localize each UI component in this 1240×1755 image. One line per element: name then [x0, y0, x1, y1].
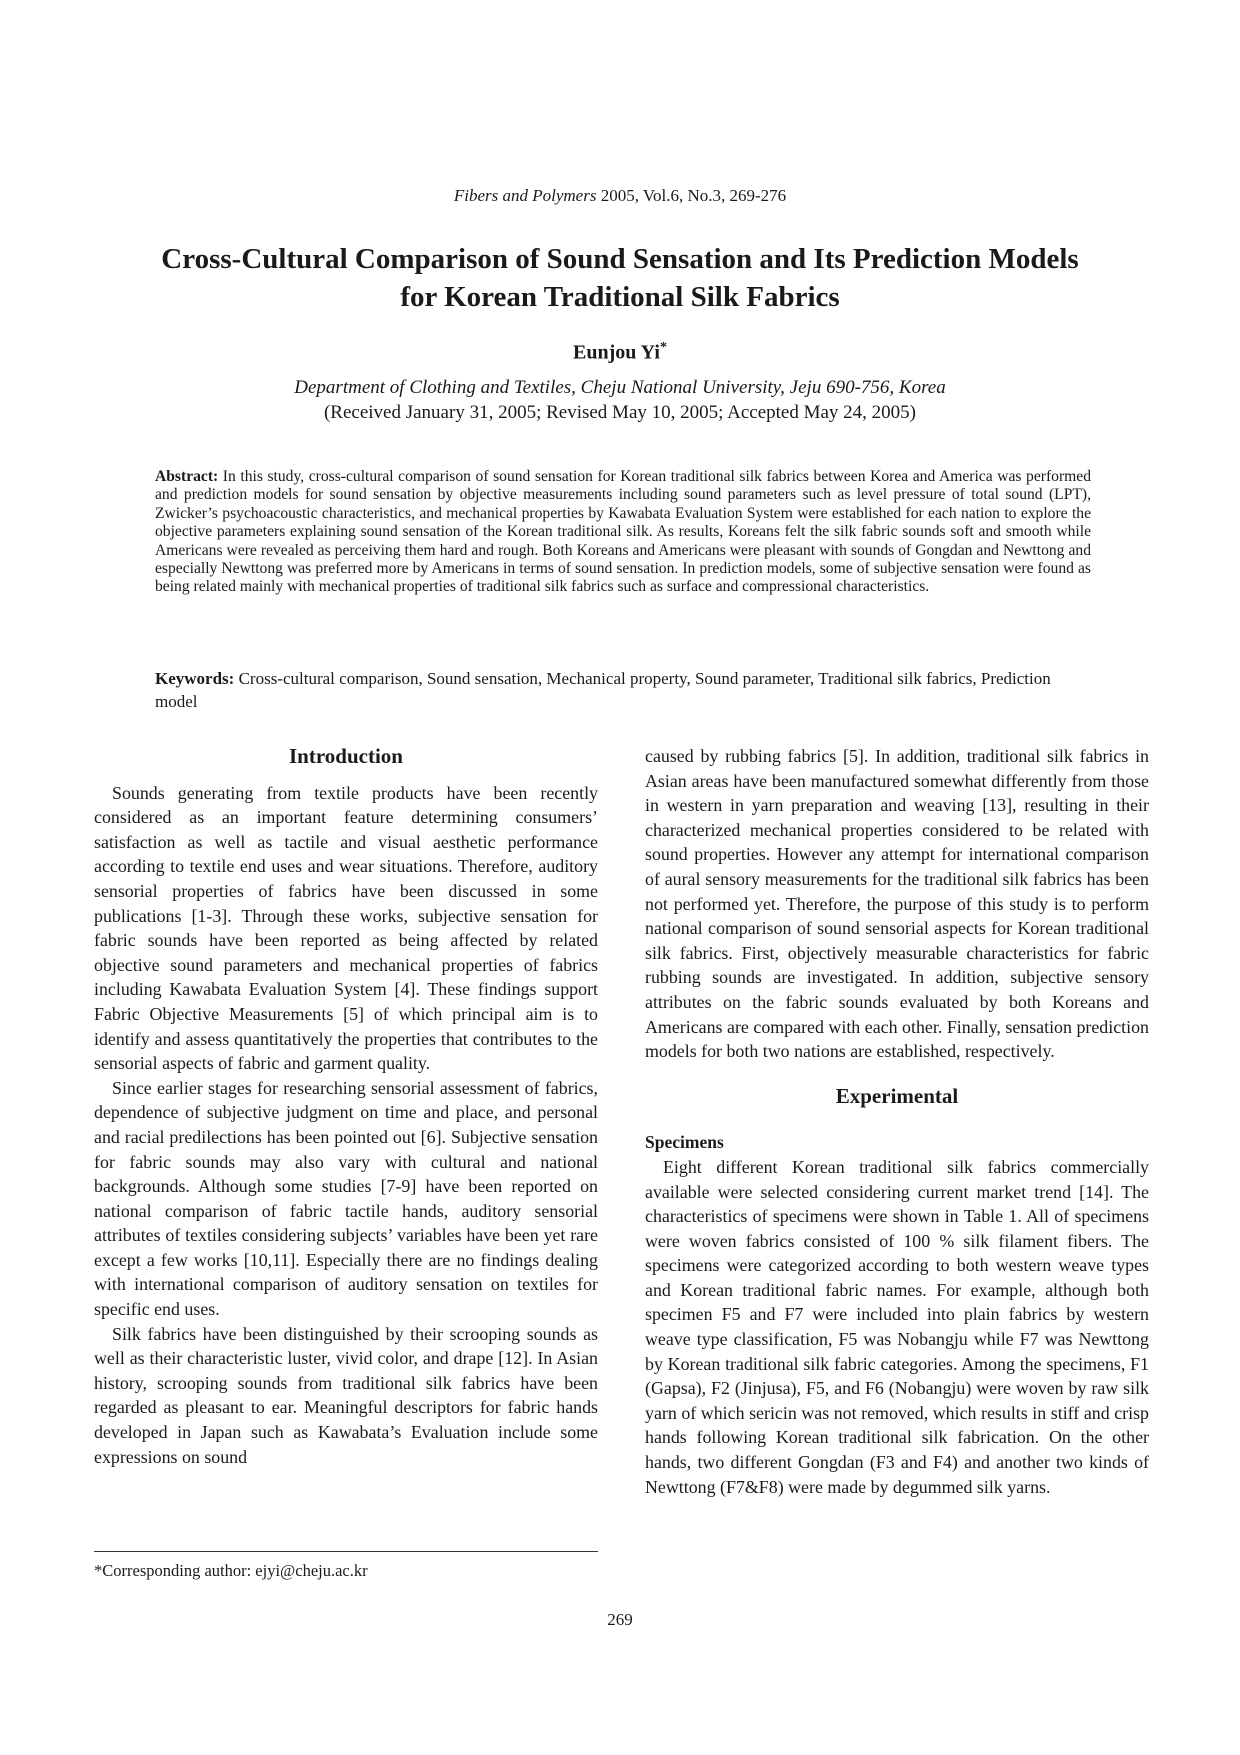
paper-title — [100, 240, 1140, 316]
footnote-divider — [94, 1551, 598, 1552]
journal-header — [0, 186, 1240, 206]
subheading-specimens: Specimens — [645, 1132, 724, 1153]
received-dates: (Received January 31, 2005; Revised May 10, 2005; Accepted May 24, 2005) — [323, 402, 917, 423]
page-number: 269 — [607, 1610, 633, 1629]
abstract-label: Abstract: — [155, 468, 219, 485]
intro-paragraph-3: Silk fabrics have been distinguished by their scrooping sounds as well as their characteristic luster, vivid color, and drape [12]. In Asian history, scrooping sounds from traditional silk fabrics have been regarded as pleasant to ear. Meaningful descriptors for fabric hands developed in Japan such as Kawabata’s Evaluation include some expressions on sound — [94, 1323, 598, 1467]
section-heading-introduction: Introduction — [289, 744, 403, 768]
corresponding-author-footnote: *Corresponding author: ejyi@cheju.ac.kr — [94, 1561, 368, 1580]
intro-paragraph-1: Sounds generating from textile products have been recently considered as an important feature determining consumers’ satisfaction as well as tactile and visual aesthetic performance according to textile end uses and wear situations. Therefore, auditory sensorial properties of fabrics have been discussed in some publications [1-3]. Through these works, subjective sensation for fabric sounds have been reported as being affected by related objective sound parameters and mechanical properties of fabrics including Kawabata Evaluation System [4]. These findings support Fabric Objective Measurements [5] of which principal aim is to identify and assess quantitatively the properties that contributes to the sensorial aspects of fabric and garment quality. — [94, 782, 598, 1074]
right-column — [645, 744, 1149, 1499]
left-column — [94, 744, 598, 1469]
journal-name: Fibers and Polymers — [453, 186, 597, 205]
author-mark: * — [659, 340, 667, 355]
section-heading-experimental: Experimental — [835, 1083, 959, 1108]
title-line-1: Cross-Cultural Comparison of Sound Sensation and Its Prediction Models — [161, 243, 1079, 275]
keywords-label: Keywords: — [155, 669, 235, 688]
specimens-paragraph: Eight different Korean traditional silk fabrics commercially available were selected considering current market trend [14]. The characteristics of specimens were shown in Table 1. All of specimens were woven fabrics consisted of 100 % silk filament fibers. The specimens were categorized according to both western weave types and Korean traditional fabric names. For example, although both specimen F5 and F7 were included into plain fabrics by western weave type classification, F5 was Nobangju while F7 was Newttong by Korean traditional silk fabric categories. Among the specimens, F1 (Gapsa), F2 (Jinjusa), F5, and F6 (Nobangju) were woven by raw silk yarn of which sericin was not removed, which results in stiff and crisp hands following Korean traditional silk fabrication. On the other hands, two different Gongdan (F3 and F4) and another two kinds of Newttong (F7&F8) were made by degummed silk yarns. — [645, 1156, 1149, 1497]
intro-continuation: caused by rubbing fabrics [5]. In addition, traditional silk fabrics in Asian areas have been manufactured somewhat differently from those in western in yarn preparation and weaving [13], resulting in their characterized mechanical properties considered to be related with sound properties. However any attempt for international comparison of aural sensory measurements for the traditional silk fabrics has been not performed yet. Therefore, the purpose of this study is to perform national comparison of sound sensorial aspects for Korean traditional silk fabrics. First, objectively measurable characteristics for fabric rubbing sounds are investigated. In addition, subjective sensory attributes on the fabric sounds evaluated by both Koreans and Americans are compared with each other. Finally, sensation prediction models for both two nations are established, respectively. — [645, 746, 1149, 1062]
author-name: Eunjou Yi — [573, 341, 660, 364]
author — [0, 340, 1240, 365]
keywords — [155, 667, 1091, 713]
abstract — [155, 468, 1091, 597]
affiliation: Department of Clothing and Textiles, Cheju National University, Jeju 690-756, Korea — [294, 377, 946, 398]
journal-citation: 2005, Vol.6, No.3, 269-276 — [596, 186, 787, 205]
abstract-text: In this study, cross-cultural comparison of sound sensation for Korean traditional silk fabrics between Korea and America was performed and prediction models for sound sensation by objective measurements including sound parameters such as level pressure of total sound (LPT), Zwicker’s psychoacoustic characteristics, and mechanical properties by Kawabata Evaluation System were established for each nation to explore the objective parameters explaining sound sensation of the Korean traditional silk. As results, Koreans felt the silk fabric sounds soft and smooth while Americans were revealed as perceiving them hard and rough. Both Koreans and Americans were pleasant with sounds of Gongdan and Newttong and especially Newttong was preferred more by Americans in terms of sound sensation. In prediction models, some of subjective sensation were found as being related mainly with mechanical properties of traditional silk fabrics such as surface and compressional characteristics. — [155, 468, 1091, 596]
intro-paragraph-2: Since earlier stages for researching sensorial assessment of fabrics, dependence of subjective judgment on time and place, and personal and racial predilections has been pointed out [6]. Subjective sensation for fabric sounds may also vary with cultural and national backgrounds. Although some studies [7-9] have been reported on national comparison of fabric tactile hands, auditory sensorial attributes of textiles considering subjects’ variables have been yet rare except a few works [10,11]. Especially there are no findings dealing with international comparison of auditory sensation on textiles for specific end uses. — [94, 1077, 598, 1320]
title-line-2: for Korean Traditional Silk Fabrics — [400, 281, 840, 313]
keywords-text: Cross-cultural comparison, Sound sensation, Mechanical property, Sound parameter, Traditional silk fabrics, Prediction model — [155, 669, 1051, 711]
